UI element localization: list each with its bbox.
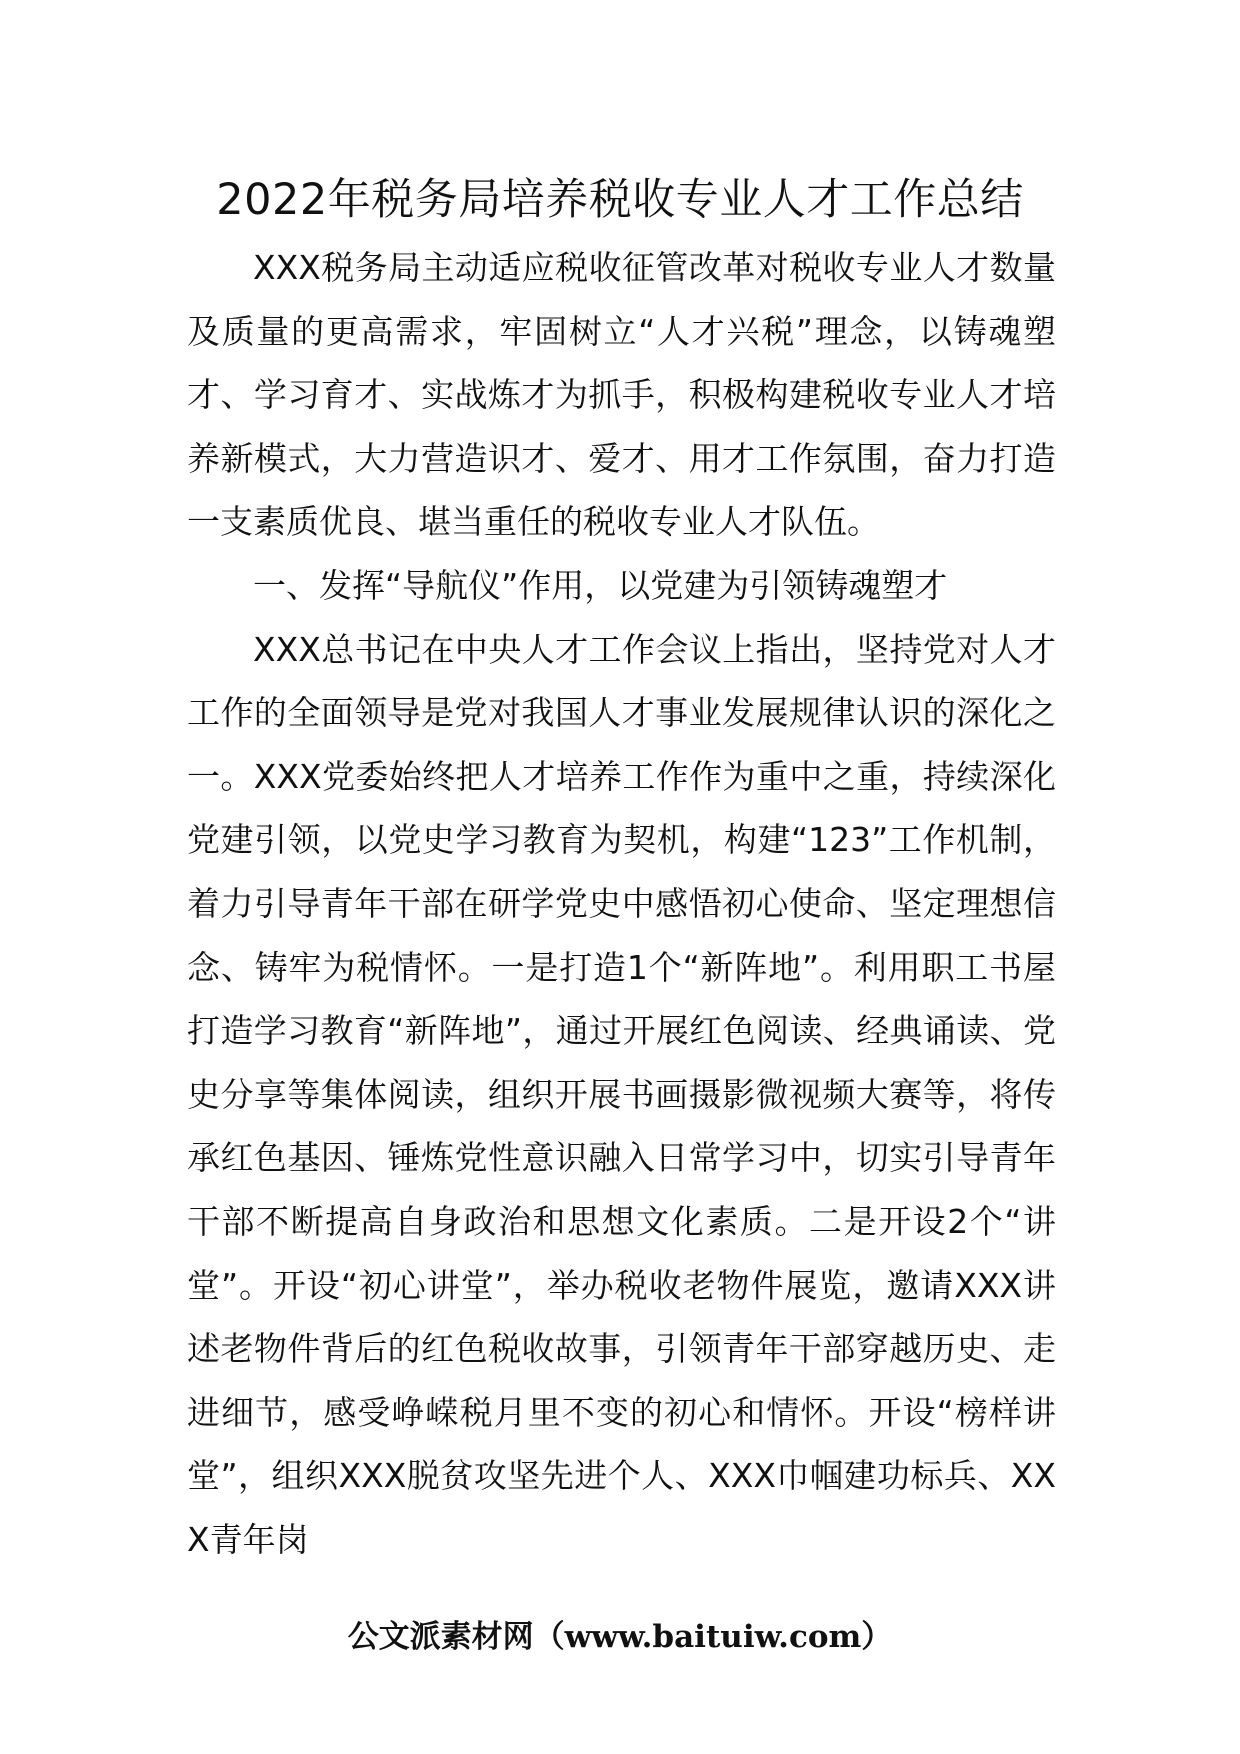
body-paragraph: XXX总书记在中央人才工作会议上指出，坚持党对人才工作的全面领导是党对我国人才事业发展规律认识的深化之一。XXX党委始终把人才培养工作作为重中之重，持续深化党建引领，以党史学习教育为契机，构建“123”工作机制，着力引导青年干部在研学党史中感悟初心使命、坚定理想信念、铸牢为税情怀。一是打造1个“新阵地”。利用职工书屋打造学习教育“新阵地”，通过开展红色阅读、经典诵读、党史分享等集体阅读，组织开展书画摄影微视频大赛等，将传承红色基因、锤炼党性意识融入日常学习中，切实引导青年干部不断提高自身政治和思想文化素质。二是开设2个“讲堂”。开设“初心讲堂”，举办税收老物件展览，邀请XXX讲述老物件背后的红色税收故事，引领青年干部穿越历史、走进细节，感受峥嵘税月里不变的初心和情怀。开设“榜样讲堂”，组织XXX脱贫攻坚先进个人、XXX巾帼建功标兵、XXX青年岗 xyxy=(187,629,1056,1559)
footer-watermark: 公文派素材网（www.baituiw.com） xyxy=(347,1619,893,1655)
section-heading: 一、发挥“导航仪”作用，以党建为引领铸魂塑才 xyxy=(253,565,948,605)
intro-paragraph: XXX税务局主动适应税收征管改革对税收专业人才数量及质量的更高需求，牢固树立“人才兴税”理念，以铸魂塑才、学习育才、实战炼才为抓手，积极构建税收专业人才培养新模式，大力营造识才、爱才、用才工作氛围，奋力打造一支素质优良、堪当重任的税收专业人才队伍。 xyxy=(187,248,1056,542)
document-body xyxy=(187,236,1056,1571)
document-title: 2022年税务局培养税收专业人才工作总结 xyxy=(216,175,1024,225)
